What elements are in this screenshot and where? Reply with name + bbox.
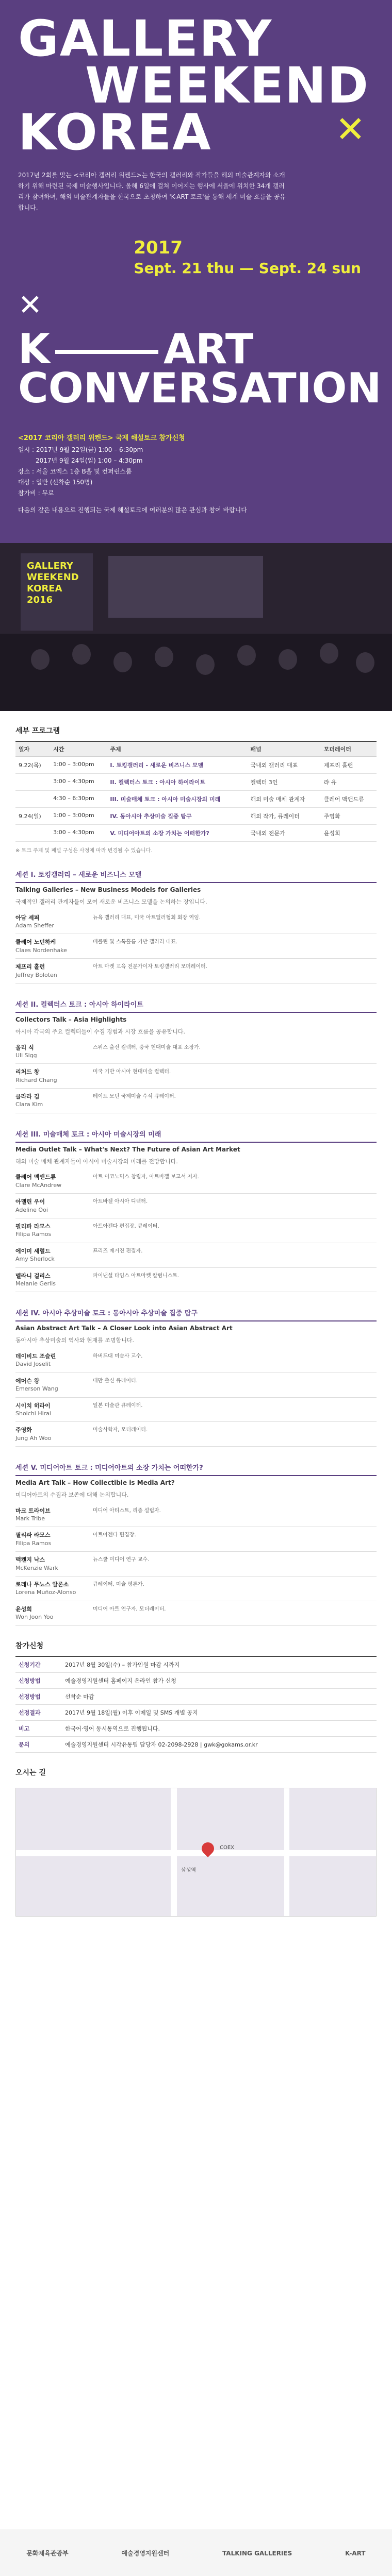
speaker-row — [15, 910, 377, 935]
speaker-bio: 미국 기반 아시아 현대미술 컬렉터. — [93, 1069, 171, 1075]
apply-value: 2017년 9월 18일(월) 이후 이메일 및 SMS 개별 공지 — [62, 1704, 377, 1720]
apply-row — [15, 1656, 377, 1673]
session-intro: 국제적인 갤러리 관계자들이 모여 새로운 비즈니스 모델을 논의하는 장입니다. — [15, 899, 207, 905]
speaker-name — [15, 1581, 93, 1597]
session-intro: 해외 미술 매체 관계자들이 아시아 미술시장의 미래를 전망합니다. — [15, 1158, 178, 1165]
speaker-row — [15, 1268, 377, 1293]
speaker-name — [15, 1556, 93, 1572]
speaker-row — [15, 1398, 377, 1422]
projection-screen — [108, 556, 263, 618]
speaker-name-en: Jeffrey Boloten — [15, 971, 57, 978]
logo-line-korea: KOREA — [18, 104, 212, 162]
speaker-name — [15, 1247, 93, 1263]
banner-line: 2016 — [27, 595, 53, 605]
speaker-row — [15, 1348, 377, 1373]
session-block — [15, 999, 377, 1113]
k-info-line: 2017년 9월 24일(일) 1:00 – 4:30pm — [36, 456, 143, 464]
speaker-bio: 베를린 및 스톡홀름 기반 갤러리 대표. — [93, 939, 177, 945]
speaker-row — [15, 1577, 377, 1601]
program-cell: V. 미디어아트의 소장 가치는 어떠한가? — [107, 825, 247, 842]
speaker-row — [15, 959, 377, 984]
speaker-bio: 스위스 출신 컬렉터, 중국 현대미술 대표 소장가. — [93, 1044, 201, 1050]
speaker-name-ko: 필리파 라모스 — [15, 1223, 51, 1230]
session-intro: 아시아 각국의 주요 컬렉터들이 수집 경험과 시장 흐름을 공유합니다. — [15, 1028, 185, 1035]
speaker-name-ko: 시이치 히라이 — [15, 1402, 51, 1409]
speaker-name-en: Filipa Ramos — [15, 1231, 52, 1238]
location-map[interactable] — [15, 1788, 377, 1917]
speaker-name-en: Shoichi Hirai — [15, 1410, 51, 1417]
speaker-bio: 뉴욕 갤러리 대표, 미국 아트딜러협회 회장 역임. — [93, 914, 201, 921]
program-cell — [15, 825, 50, 842]
speaker-row — [15, 1194, 377, 1218]
program-row — [15, 791, 377, 808]
program-cell: 제프리 홀런 — [321, 757, 377, 774]
speaker-row — [15, 1064, 377, 1089]
program-cell: 9.22(목) — [15, 757, 50, 774]
apply-row — [15, 1672, 377, 1688]
th-time: 시간 — [50, 741, 107, 757]
program-cell: 클레어 맥앤드류 — [321, 791, 377, 808]
speaker-name-en: Adam Sheffer — [15, 922, 54, 929]
speaker-name-ko: 에머슨 왕 — [15, 1377, 40, 1384]
apply-key: 비고 — [15, 1720, 62, 1736]
program-cell: II. 컬렉터스 토크 : 아시아 하이라이트 — [107, 774, 247, 791]
speaker-row — [15, 1422, 377, 1447]
kc-art: ART — [164, 325, 254, 373]
k-talk-title: <2017 코리아 갤러리 위켄드> 국제 해설토크 참가신청 — [18, 434, 185, 442]
speaker-name-en: Jung Ah Woo — [15, 1434, 52, 1442]
speaker-name-ko: 클레어 노던하케 — [15, 939, 56, 946]
audience — [0, 634, 392, 711]
banner-line: GALLERY — [27, 561, 73, 571]
footer — [0, 2530, 392, 2576]
session-block — [15, 1129, 377, 1293]
apply-key: 선정결과 — [15, 1704, 62, 1720]
speaker-name-ko: 멜라니 걸리스 — [15, 1272, 51, 1279]
map-title: 오시는 길 — [15, 1768, 46, 1777]
speaker-name — [15, 938, 93, 954]
kc-dash — [55, 350, 158, 354]
event-year: 2017 — [134, 238, 183, 258]
program-section — [0, 725, 392, 854]
program-cell: 1:00 – 3:00pm — [50, 757, 107, 774]
program-cell: 윤성희 — [321, 825, 377, 842]
session-subtitle: Talking Galleries – New Business Models for Galleries — [15, 886, 201, 893]
event-photo — [0, 541, 392, 711]
speaker-name-ko: 클라라 김 — [15, 1093, 40, 1100]
th-topic: 주제 — [107, 741, 247, 757]
speaker-name-ko: 에이미 셰럴드 — [15, 1247, 51, 1255]
apply-row — [15, 1704, 377, 1720]
program-cell: 해외 작가, 큐레이터 — [247, 808, 320, 825]
banner-line: KOREA — [27, 583, 62, 594]
th-moderator: 모더레이터 — [321, 741, 377, 757]
program-table — [15, 741, 377, 842]
speaker-name — [15, 1605, 93, 1621]
program-cell: 9.24(일) — [15, 808, 50, 825]
session-title: 세션 III. 미술매체 토크 : 아시아 미술시장의 미래 — [15, 1129, 377, 1143]
th-panel: 패널 — [247, 741, 320, 757]
speaker-name-ko: 필리파 라모스 — [15, 1532, 51, 1539]
session-intro: 미디어아트의 수집과 보존에 대해 논의합니다. — [15, 1492, 129, 1499]
speaker-name-en: Richard Chang — [15, 1076, 57, 1083]
speaker-name-en: Clara Kim — [15, 1101, 43, 1108]
program-cell: I. 토킹갤러리 - 새로운 비즈니스 모델 — [107, 757, 247, 774]
footer-org: TALKING GALLERIES — [222, 2549, 292, 2557]
cross-mark-icon: ✕ — [18, 289, 42, 322]
speaker-row — [15, 1527, 377, 1552]
program-cell — [15, 791, 50, 808]
speaker-name — [15, 1068, 93, 1084]
apply-key: 문의 — [15, 1736, 62, 1752]
program-cell: 해외 미술 매체 관계자 — [247, 791, 320, 808]
speaker-bio: 일본 미술관 큐레이터. — [93, 1402, 143, 1409]
logo-line-gallery: GALLERY — [18, 10, 273, 67]
session-block — [15, 1308, 377, 1447]
speaker-row — [15, 1169, 377, 1194]
session-block — [15, 1462, 377, 1626]
speaker-name-ko: 아담 셰퍼 — [15, 914, 40, 921]
th-date: 일자 — [15, 741, 50, 757]
program-footnote: ※ 토크 주제 및 패널 구성은 사정에 따라 변경될 수 있습니다. — [15, 848, 153, 854]
kc-conversation: CONVERSATION — [18, 364, 382, 412]
session-subtitle: Asian Abstract Art Talk – A Closer Look into Asian Abstract Art — [15, 1325, 233, 1332]
speaker-row — [15, 1552, 377, 1577]
speaker-name-ko: 윤성희 — [15, 1605, 32, 1613]
program-row — [15, 757, 377, 774]
speaker-row — [15, 1601, 377, 1626]
speaker-bio: 아트아젠다 편집장. — [93, 1532, 136, 1538]
session-block — [15, 869, 377, 984]
speaker-name — [15, 1198, 93, 1214]
speaker-name — [15, 1223, 93, 1239]
program-cell: 국내외 전문가 — [247, 825, 320, 842]
speaker-name — [15, 1531, 93, 1547]
speaker-row — [15, 934, 377, 959]
hero-banner — [0, 0, 392, 541]
session-subtitle: Collectors Talk – Asia Highlights — [15, 1015, 127, 1023]
banner-line: WEEKEND — [27, 572, 79, 583]
speaker-bio: 미디어 아티스트, 리좀 설립자. — [93, 1507, 161, 1514]
program-row — [15, 808, 377, 825]
speaker-name-en: Adeline Ooi — [15, 1206, 48, 1213]
speaker-name-ko: 맥켄지 낙스 — [15, 1556, 45, 1564]
speaker-name — [15, 1173, 93, 1189]
session-title: 세션 I. 토킹갤러리 – 새로운 비즈니스 모델 — [15, 869, 377, 883]
speaker-bio: 파이낸셜 타임스 아트마켓 칼럼니스트. — [93, 1273, 179, 1279]
map-section — [0, 1767, 392, 1777]
speaker-row — [15, 1040, 377, 1064]
k-talk-info — [18, 433, 307, 516]
speaker-name — [15, 1093, 93, 1109]
map-label-station: 삼성역 — [181, 1867, 196, 1873]
event-dates — [134, 237, 361, 277]
speaker-name-en: Amy Sherlock — [15, 1256, 55, 1263]
speaker-bio: 미디어 아트 연구자, 모더레이터. — [93, 1606, 166, 1612]
session-intro: 동아시아 추상미술의 역사와 현재를 조명합니다. — [15, 1337, 135, 1344]
program-cell: 주영화 — [321, 808, 377, 825]
apply-value: 선착순 마감 — [62, 1688, 377, 1704]
k-talk-note: 다음의 같은 내용으로 진행되는 국제 해설토크에 여러분의 많은 관심과 참여 바랍니다 — [18, 506, 247, 514]
speaker-name — [15, 1402, 93, 1418]
apply-value: 2017년 8월 30일(수) – 참가인원 마감 시까지 — [62, 1656, 377, 1673]
program-cell: 3:00 – 4:30pm — [50, 825, 107, 842]
footer-org: 예술경영지원센터 — [121, 2550, 170, 2557]
speaker-bio: 하버드대 미술사 교수. — [93, 1353, 143, 1359]
speaker-name — [15, 1507, 93, 1523]
apply-row — [15, 1688, 377, 1704]
speaker-name-en: McKenzie Wark — [15, 1564, 58, 1571]
program-cell — [15, 774, 50, 791]
speaker-name — [15, 963, 93, 979]
kc-k: K — [18, 325, 50, 373]
speaker-name-en: Melanie Gerlis — [15, 1280, 56, 1287]
session-title: 세션 IV. 아시아 추상미술 토크 : 동아시아 추상미술 집중 탐구 — [15, 1308, 377, 1321]
speaker-name-ko: 마크 트라이브 — [15, 1507, 51, 1514]
session-subtitle: Media Art Talk – How Collectible is Media Art? — [15, 1479, 175, 1487]
speaker-name-en: Clare McAndrew — [15, 1181, 62, 1189]
apply-value: 예술경영지원센터 홈페이지 온라인 참가 신청 — [62, 1672, 377, 1688]
speaker-name — [15, 1272, 93, 1288]
speaker-bio: 큐레이터, 미술 평론가. — [93, 1582, 144, 1588]
k-info-line: 일시 : 2017년 9월 22일(금) 1:00 – 6:30pm — [18, 446, 143, 453]
speaker-name-en: Mark Tribe — [15, 1515, 45, 1522]
program-cell: 4:30 – 6:30pm — [50, 791, 107, 808]
session-title: 세션 II. 컬렉터스 토크 : 아시아 하이라이트 — [15, 999, 377, 1013]
speaker-row — [15, 1218, 377, 1243]
speaker-bio: 뉴스쿨 미디어 연구 교수. — [93, 1557, 150, 1563]
apply-row — [15, 1736, 377, 1752]
speaker-name-en: Filipa Ramos — [15, 1539, 52, 1547]
program-row — [15, 825, 377, 842]
speaker-bio: 프리즈 매거진 편집자. — [93, 1248, 143, 1254]
speaker-bio: 아트 이코노믹스 창립자, 아트바젤 보고서 저자. — [93, 1174, 199, 1180]
apply-row — [15, 1720, 377, 1736]
program-cell: 1:00 – 3:00pm — [50, 808, 107, 825]
speaker-name-ko: 제프리 홀런 — [15, 963, 45, 971]
apply-value: 예술경영지원센터 시각유통팀 담당자 02-2098-2928 | gwk@gokams.or.kr — [62, 1736, 377, 1752]
apply-value: 한국어·영어 동시통역으로 진행됩니다. — [62, 1720, 377, 1736]
footer-org: 문화체육관광부 — [26, 2550, 69, 2557]
program-cell: III. 미술매체 토크 : 아시아 미술시장의 미래 — [107, 791, 247, 808]
speaker-bio: 아트바젤 아시아 디렉터. — [93, 1199, 148, 1205]
program-cell: IV. 동아시아 추상미술 집중 탐구 — [107, 808, 247, 825]
speaker-name-en: Lorena Muñoz-Alonso — [15, 1589, 76, 1596]
map-label-coex: COEX — [220, 1844, 235, 1851]
speaker-name-ko: 데이비드 조슬린 — [15, 1352, 56, 1360]
program-title: 세부 프로그램 — [15, 727, 60, 735]
program-cell: 3:00 – 4:30pm — [50, 774, 107, 791]
gallery-weekend-logo — [18, 10, 370, 162]
apply-section — [0, 1640, 392, 1753]
k-info-line: 참가비 : 무료 — [18, 489, 54, 497]
speaker-bio: 아트아젠다 편집장, 큐레이터. — [93, 1224, 159, 1230]
hero-intro: 2017년 2회를 맞는 <코리아 갤러리 위켄드>는 한국의 갤러리와 작가들을 해외 미술관계자와 소개하기 위해 마련된 국제 미술행사입니다. 올해 6일에 걸쳐 이어지는 행사에 서울에 위치한 34개 갤러리가 참여하며, 해외 미술관계자들을 한국으로 초청하여 'K-ART 토크'를 통해 세계 미술 흐름을 공유합니다. — [18, 172, 286, 211]
k-art-conversation-logo — [18, 325, 382, 412]
speaker-row — [15, 1503, 377, 1528]
speaker-name — [15, 1044, 93, 1060]
speaker-name-en: Claes Nordenhake — [15, 946, 67, 954]
speaker-name-en: Emerson Wang — [15, 1385, 58, 1393]
speaker-row — [15, 1373, 377, 1398]
speaker-name-ko: 울리 식 — [15, 1044, 34, 1051]
speaker-bio: 아트 마켓 교육 전문가이자 토킹갤러리 모더레이터. — [93, 964, 207, 970]
session-subtitle: Media Outlet Talk – What's Next? The Future of Asian Art Market — [15, 1145, 240, 1153]
program-row — [15, 774, 377, 791]
program-cell: 랴 유 — [321, 774, 377, 791]
speaker-name-en: David Joselit — [15, 1361, 51, 1368]
apply-title: 참가신청 — [15, 1641, 44, 1650]
k-info-line: 대상 : 일반 (선착순 150명) — [18, 478, 93, 486]
speaker-name — [15, 1352, 93, 1368]
apply-table — [15, 1656, 377, 1753]
speaker-row — [15, 1243, 377, 1268]
speaker-name — [15, 914, 93, 930]
speaker-name-ko: 리처드 창 — [15, 1069, 40, 1076]
speaker-name-ko: 주영화 — [15, 1427, 32, 1434]
speaker-name-ko: 로레나 무뇨스 알론소 — [15, 1581, 69, 1588]
stage-banner — [21, 553, 93, 631]
speaker-name-en: Won Joon Yoo — [15, 1614, 54, 1621]
sessions-section — [0, 869, 392, 1626]
speaker-name-en: Uli Sigg — [15, 1052, 37, 1059]
event-period: Sept. 21 thu — Sept. 24 sun — [134, 259, 361, 277]
program-cell: 컬렉터 3인 — [247, 774, 320, 791]
speaker-row — [15, 1089, 377, 1113]
footer-org: K-ART — [345, 2549, 366, 2557]
program-cell: 국내외 갤러리 대표 — [247, 757, 320, 774]
apply-key: 선정방법 — [15, 1688, 62, 1704]
apply-key: 신청방법 — [15, 1672, 62, 1688]
speaker-bio: 대만 출신 큐레이터. — [93, 1378, 138, 1384]
speaker-name — [15, 1377, 93, 1393]
speaker-bio: 미술사학자, 모더레이터. — [93, 1427, 148, 1433]
speaker-name-ko: 클레어 맥앤드류 — [15, 1174, 56, 1181]
session-title: 세션 V. 미디어아트 토크 : 미디어아트의 소장 가치는 어떠한가? — [15, 1462, 377, 1476]
speaker-bio: 테이트 모던 국제미술 수석 큐레이터. — [93, 1094, 176, 1100]
cross-mark-icon: ✕ — [335, 108, 366, 150]
speaker-name-ko: 아델린 우이 — [15, 1198, 45, 1206]
apply-key: 신청기간 — [15, 1656, 62, 1673]
k-info-line: 장소 : 서울 코엑스 1층 B홀 및 컨퍼런스룸 — [18, 467, 132, 475]
logo-line-weekend: WEEKEND — [85, 57, 370, 115]
speaker-name — [15, 1426, 93, 1442]
